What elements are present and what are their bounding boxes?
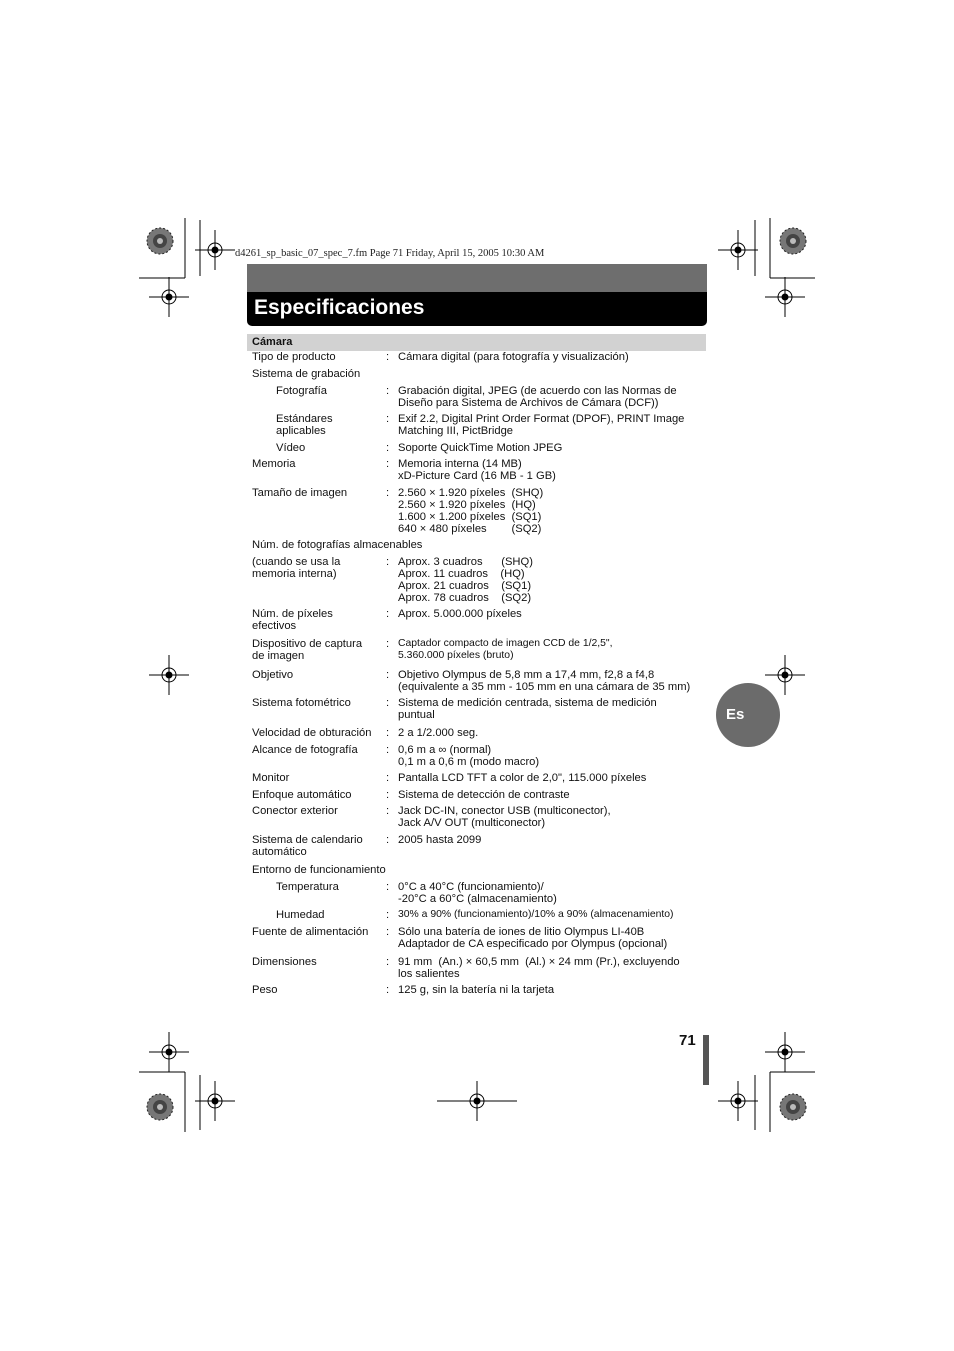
spec-value: Sistema de detección de contraste <box>398 789 570 801</box>
spec-value: Grabación digital, JPEG (de acuerdo con las Normas de Diseño para Sistema de Archivos de Cámara (DCF)) <box>398 385 677 409</box>
registration-star-icon <box>147 1094 173 1120</box>
spec-colon: : <box>386 956 390 968</box>
spec-value: Cámara digital (para fotografía y visualización) <box>398 351 629 363</box>
spec-colon: : <box>386 834 390 846</box>
spec-value: Memoria interna (14 MB) xD-Picture Card (16 MB - 1 GB) <box>398 458 556 482</box>
crosshair-icon <box>149 1032 189 1072</box>
language-badge: Es <box>716 683 780 747</box>
spec-colon: : <box>386 697 390 709</box>
spec-label: Alcance de fotografía <box>252 744 358 756</box>
spec-colon: : <box>386 881 390 893</box>
spec-label: Estándares aplicables <box>276 413 333 437</box>
spec-label: Monitor <box>252 772 290 784</box>
spec-label: Humedad <box>276 909 325 921</box>
spec-value: Aprox. 5.000.000 píxeles <box>398 608 522 620</box>
spec-label: Tipo de producto <box>252 351 336 363</box>
spec-label: Entorno de funcionamiento <box>252 864 386 876</box>
spec-label: Enfoque automático <box>252 789 352 801</box>
side-tab <box>703 1035 709 1085</box>
spec-colon: : <box>386 926 390 938</box>
spec-label: Memoria <box>252 458 296 470</box>
spec-colon: : <box>386 744 390 756</box>
spec-label: Tamaño de imagen <box>252 487 348 499</box>
section-header <box>247 334 706 351</box>
spec-label: Peso <box>252 984 278 996</box>
spec-colon: : <box>386 772 390 784</box>
spec-value: 30% a 90% (funcionamiento)/10% a 90% (almacenamiento) <box>398 909 674 920</box>
crosshair-icon <box>149 655 189 695</box>
spec-colon: : <box>386 351 390 363</box>
spec-colon: : <box>386 556 390 568</box>
spec-colon: : <box>386 909 390 921</box>
spec-value: Sólo una batería de iones de litio Olympus LI-40B Adaptador de CA especificado por Olympus (opcional) <box>398 926 668 950</box>
spec-value: 2 a 1/2.000 seg. <box>398 727 479 739</box>
crosshair-icon <box>149 277 189 317</box>
spec-colon: : <box>386 385 390 397</box>
spec-value: Pantalla LCD TFT a color de 2,0", 115.000 píxeles <box>398 772 647 784</box>
spec-value: Exif 2.2, Digital Print Order Format (DPOF), PRINT Image Matching III, PictBridge <box>398 413 685 437</box>
crosshair-icon <box>718 1081 758 1121</box>
spec-colon: : <box>386 984 390 996</box>
spec-label: Fuente de alimentación <box>252 926 369 938</box>
file-header: d4261_sp_basic_07_spec_7.fm Page 71 Friday, April 15, 2005 10:30 AM <box>235 248 545 259</box>
spec-value: 0,6 m a ∞ (normal) 0,1 m a 0,6 m (modo macro) <box>398 744 540 768</box>
spec-value: Jack DC-IN, conector USB (multiconector), Jack A/V OUT (multiconector) <box>398 805 611 829</box>
spec-colon: : <box>386 727 390 739</box>
spec-label: Núm. de fotografías almacenables <box>252 539 423 551</box>
crosshair-icon <box>195 1081 235 1121</box>
spec-label: Dimensiones <box>252 956 317 968</box>
spec-value: 2.560 × 1.920 píxeles (SHQ) 2.560 × 1.920 píxeles (HQ) 1.600 × 1.200 píxeles (SQ1) 640 × 480 píxeles (SQ2) <box>398 487 544 535</box>
spec-colon: : <box>386 805 390 817</box>
page-title: Especificaciones <box>254 296 425 319</box>
crosshair-icon <box>195 230 235 270</box>
spec-label: Núm. de píxeles efectivos <box>252 608 333 632</box>
spec-colon: : <box>386 487 390 499</box>
spec-label: Temperatura <box>276 881 339 893</box>
spec-label: Dispositivo de captura de imagen <box>252 638 363 662</box>
page-number: 71 <box>679 1032 696 1049</box>
crosshair-icon <box>765 1032 805 1072</box>
spec-colon: : <box>386 669 390 681</box>
spec-value: Objetivo Olympus de 5,8 mm a 17,4 mm, f2,8 a f4,8 (equivalente a 35 mm - 105 mm en una cámara de 35 mm) <box>398 669 691 693</box>
spec-label: Conector exterior <box>252 805 338 817</box>
spec-label: Objetivo <box>252 669 294 681</box>
registration-star-icon <box>780 1094 806 1120</box>
title-band <box>247 264 707 326</box>
spec-value: 125 g, sin la batería ni la tarjeta <box>398 984 555 996</box>
spec-value: Aprox. 3 cuadros (SHQ) Aprox. 11 cuadros (HQ) Aprox. 21 cuadros (SQ1) Aprox. 78 cuadros (SQ2) <box>398 556 533 604</box>
spec-value: 91 mm (An.) × 60,5 mm (Al.) × 24 mm (Pr.), excluyendo los salientes <box>398 956 680 980</box>
spec-value: 2005 hasta 2099 <box>398 834 482 846</box>
spec-colon: : <box>386 413 390 425</box>
spec-colon: : <box>386 608 390 620</box>
spec-value: Sistema de medición centrada, sistema de medición puntual <box>398 697 657 721</box>
spec-colon: : <box>386 458 390 470</box>
spec-label: Fotografía <box>276 385 327 397</box>
spec-value: 0°C a 40°C (funcionamiento)/ -20°C a 60°C (almacenamiento) <box>398 881 557 905</box>
crosshair-icon <box>765 655 805 695</box>
spec-label: Velocidad de obturación <box>252 727 372 739</box>
spec-colon: : <box>386 789 390 801</box>
spec-label: Sistema de calendario automático <box>252 834 363 858</box>
spec-value: Soporte QuickTime Motion JPEG <box>398 442 563 454</box>
crosshair-icon <box>718 230 758 270</box>
spec-label: (cuando se usa la memoria interna) <box>252 556 341 580</box>
spec-colon: : <box>386 442 390 454</box>
spec-value: Captador compacto de imagen CCD de 1/2,5", 5.360.000 píxeles (bruto) <box>398 638 613 661</box>
spec-label: Sistema de grabación <box>252 368 361 380</box>
spec-label: Sistema fotométrico <box>252 697 351 709</box>
spec-colon: : <box>386 638 390 650</box>
crosshair-icon <box>765 277 805 317</box>
registration-star-icon <box>147 228 173 254</box>
section-title: Cámara <box>252 336 293 348</box>
spec-label: Vídeo <box>276 442 306 454</box>
registration-star-icon <box>780 228 806 254</box>
